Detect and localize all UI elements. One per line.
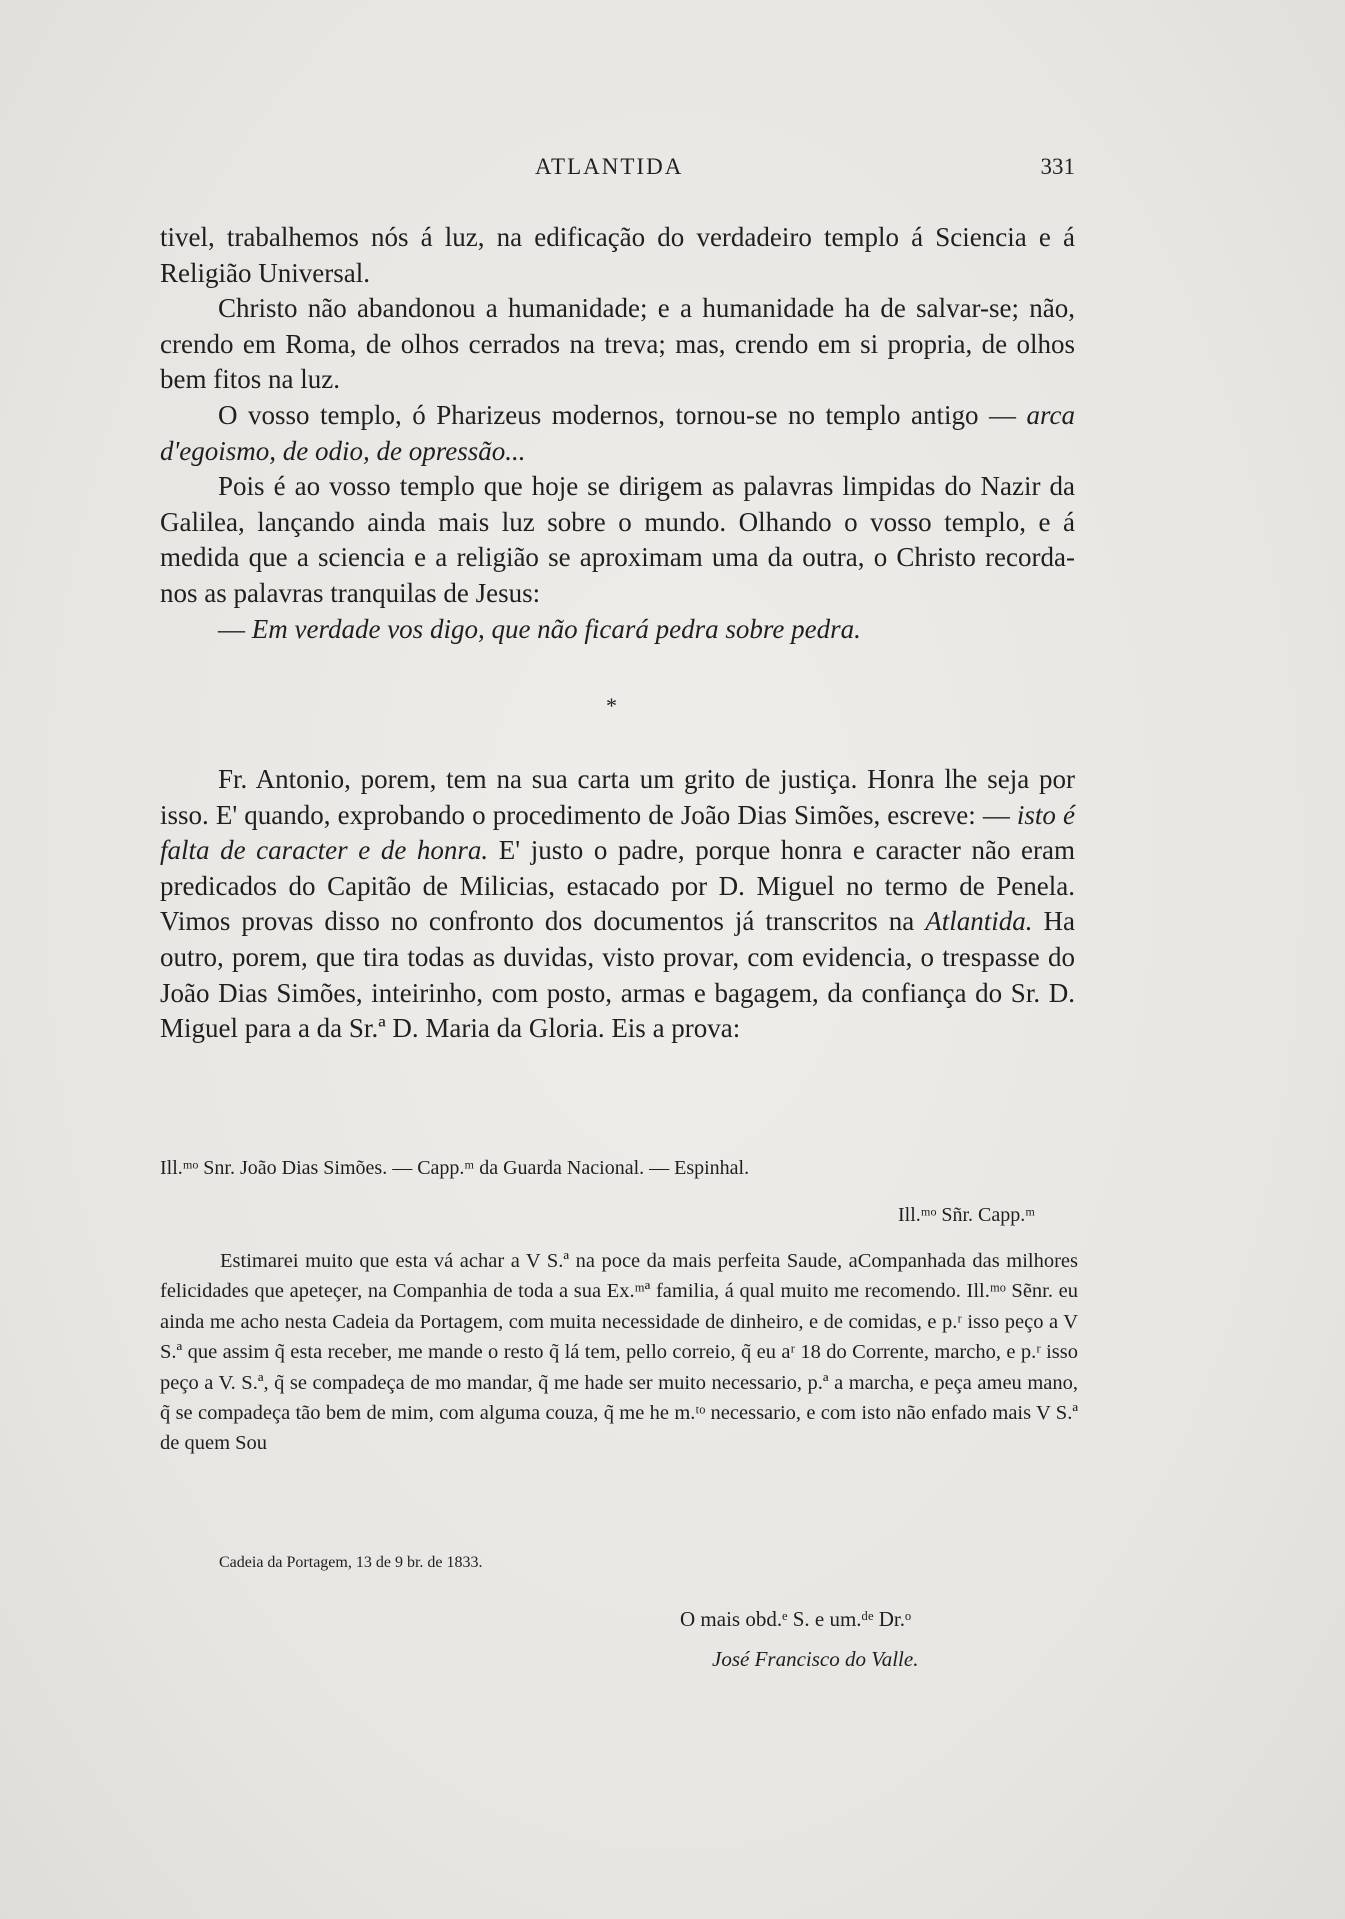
letter-paragraph: Estimarei muito que esta vá achar a V S.ª na poce da mais perfeita Saude, aCompanhada das milhores felicidades que apeteçer, na Companhia de toda a sua Ex.ᵐª familia, á qual muito me recomendo. Ill.ᵐᵒ Sẽnr. eu ainda me acho nesta Cadeia da Portagem, com muita necessidade de dinheiro, e de comidas, e p.ʳ isso peço a V S.ª que assim q̃ esta receber, me mande o resto q̃ lá tem, pello correio, q̃ eu aʳ 18 do Corrente, marcho, e p.ʳ isso peço a V. S.ª, q̃ se compadeça de mo mandar, q̃ me hade ser muito necessario, p.ª a marcha, e peça ameu mano, q̃ se compadeça tão bem de mim, com alguma couza, q̃ me he m.ᵗᵒ necessario, e com isto não enfado mais V S.ª de quem Sou — [160, 1250, 1078, 1455]
letter-body — [160, 1246, 1078, 1459]
paragraph: Pois é ao vosso templo que hoje se dirigem as palavras limpidas do Nazir da Galilea, lançando ainda mais luz sobre o mundo. Olhando o vosso templo, e á medida que a sciencia e a religião se aproximam uma da outra, o Christo recorda-nos as palavras tranquilas de Jesus: — [160, 471, 1075, 608]
letter-dateline: Cadeia da Portagem, 13 de 9 br. de 1833. — [219, 1554, 483, 1571]
letter-address: Ill.ᵐᵒ Snr. João Dias Simões. — Capp.ᵐ da Guarda Nacional. — Espinhal. — [160, 1157, 750, 1179]
italic-text: arca d'egoismo, de odio, de opressão... — [160, 399, 1075, 466]
quotation — [160, 612, 1075, 648]
main-text — [160, 220, 1075, 647]
page-number: 331 — [1040, 154, 1075, 179]
italic-title: Atlantida. — [925, 906, 1033, 937]
italic-quote: Em verdade vos digo, que não ficará pedra sobre pedra. — [251, 613, 861, 644]
quote-dash: — — [218, 613, 252, 644]
letter-closing: O mais obd.ᵉ S. e um.ᵈᵉ Dr.ᵒ — [680, 1607, 912, 1631]
page-header — [160, 150, 1075, 190]
running-title: ATLANTIDA — [535, 154, 684, 179]
letter-salutation: Ill.ᵐᵒ Sñr. Capp.ᵐ — [898, 1204, 1035, 1226]
section-two — [160, 762, 1075, 1047]
paragraph-text: Fr. Antonio, porem, tem na sua carta um grito de justiça. Honra lhe seja por isso. E' quando, exprobando o procedimento de João Dias Simões, escreve: — — [160, 764, 1075, 830]
letter-signature: José Francisco do Valle. — [712, 1647, 919, 1671]
asterisk-ornament: * — [606, 693, 617, 718]
paragraph: Christo não abandonou a humanidade; e a humanidade ha de salvar-se; não, crendo em Roma, de olhos cerrados na treva; mas, crendo em si propria, de olhos bem fitos na luz. — [160, 293, 1075, 395]
paragraph-text: Ha outro, porem, que tira todas as duvidas, visto provar, com evidencia, o trespasse do João Dias Simões, inteirinho, com posto, armas e bagagem, da confiança do Sr. D. Miguel para a da Sr.ª D. Maria da Gloria. Eis a prova: — [160, 906, 1075, 1044]
italic-text: isto é falta de caracter e de honra. — [160, 799, 1075, 866]
paragraph-text: E' justo o padre, porque honra e caracter não eram predicados do Capitão de Milicias, estacado por D. Miguel no termo de Penela. Vimos provas disso no confronto dos documentos já transcritos na — [160, 835, 1075, 937]
paragraph: tivel, trabalhemos nós á luz, na edificação do verdadeiro templo á Sciencia e á Religião Universal. — [160, 222, 1075, 288]
paragraph — [160, 398, 1075, 469]
paragraph-text: O vosso templo, ó Pharizeus modernos, tornou-se no templo antigo — — [218, 399, 1027, 430]
paragraph — [160, 762, 1075, 1047]
